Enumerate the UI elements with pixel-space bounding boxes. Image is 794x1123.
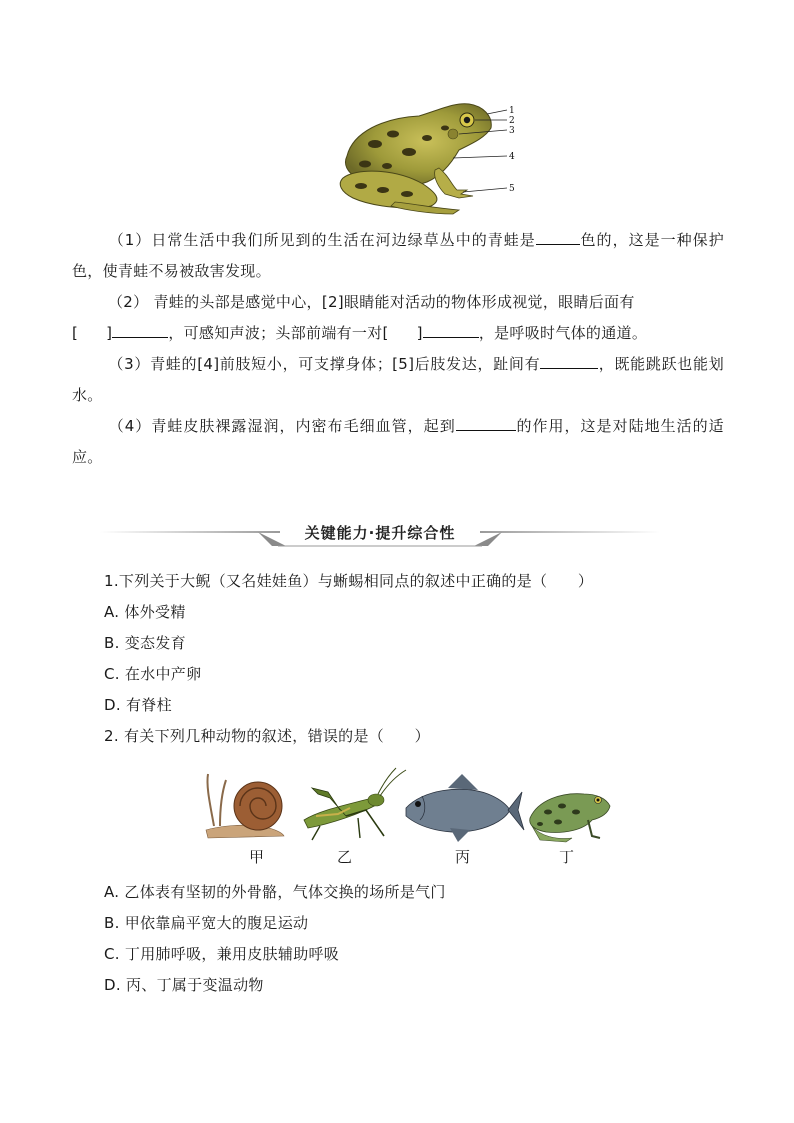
answer-blank[interactable] xyxy=(540,352,598,369)
snail-image xyxy=(206,774,284,838)
answer-blank[interactable] xyxy=(112,321,168,338)
question-text: ，可感知声波；头部前端有一对[ xyxy=(168,324,389,342)
frog-question-4 xyxy=(72,411,724,473)
q1-option-c[interactable]: C. 在水中产卵 xyxy=(104,665,202,683)
question-text: 色的，这是一种保护色，使青蛙不易被敌害发现。 xyxy=(72,231,724,280)
question-text: （4）青蛙皮肤裸露湿润，内密布毛细血管，起到 xyxy=(108,417,456,435)
grasshopper-image xyxy=(304,768,406,840)
callout-label: 2 xyxy=(509,116,515,126)
answer-blank[interactable] xyxy=(423,321,479,338)
animal-label-yi: 乙 xyxy=(337,848,353,866)
callout-label: 1 xyxy=(509,106,515,116)
small-frog-image xyxy=(530,794,610,842)
animal-label-jia: 甲 xyxy=(249,848,265,866)
q2-stem: 2. 有关下列几种动物的叙述，错误的是（ ） xyxy=(104,727,430,745)
bracket-close: ] xyxy=(106,324,113,342)
q1-option-b[interactable]: B. 变态发育 xyxy=(104,634,186,652)
callout-label: 3 xyxy=(509,126,515,136)
q2-option-c[interactable]: C. 丁用肺呼吸，兼用皮肤辅助呼吸 xyxy=(104,945,340,963)
question-text: （1）日常生活中我们所见到的生活在河边绿草丛中的青蛙是 xyxy=(108,231,536,249)
question-text: 的作用，这是对陆地生活的适应。 xyxy=(72,417,724,466)
section-banner xyxy=(100,518,660,548)
question-text: （2） 青蛙的头部是感觉中心，[2]眼睛能对活动的物体形成视觉，眼睛后面有 xyxy=(108,293,635,311)
animal-label-ding: 丁 xyxy=(559,848,575,866)
q1-option-d[interactable]: D. 有脊柱 xyxy=(104,696,172,714)
section-title: 关键能力·提升综合性 xyxy=(304,524,456,542)
frog-diagram xyxy=(335,98,525,216)
question-text: ，是呼吸时气体的通道。 xyxy=(478,324,648,342)
frog-question-1 xyxy=(72,225,724,287)
bracket-open: [ xyxy=(72,324,79,342)
q2-option-b[interactable]: B. 甲依靠扁平宽大的腹足运动 xyxy=(104,914,309,932)
animal-label-bing: 丙 xyxy=(455,848,471,866)
q2-option-d[interactable]: D. 丙、丁属于变温动物 xyxy=(104,976,264,994)
question-text: ，既能跳跃也能划水。 xyxy=(72,355,725,404)
answer-blank[interactable] xyxy=(456,414,516,431)
callout-label: 5 xyxy=(509,184,515,194)
frog-question-3 xyxy=(72,349,724,411)
callout-label: 4 xyxy=(509,152,515,162)
q1-stem: 1.下列关于大鲵（又名娃娃鱼）与蜥蜴相同点的叙述中正确的是（ ） xyxy=(104,572,594,590)
frog-question-2 xyxy=(72,287,724,349)
bracket-close: ] xyxy=(416,324,423,342)
fish-image xyxy=(406,774,524,842)
q2-option-a[interactable]: A. 乙体表有坚韧的外骨骼，气体交换的场所是气门 xyxy=(104,883,446,901)
answer-blank[interactable] xyxy=(536,228,580,245)
question-text: （3）青蛙的[4]前肢短小，可支撑身体；[5]后肢发达，趾间有 xyxy=(108,355,541,373)
q1-option-a[interactable]: A. 体外受精 xyxy=(104,603,186,621)
